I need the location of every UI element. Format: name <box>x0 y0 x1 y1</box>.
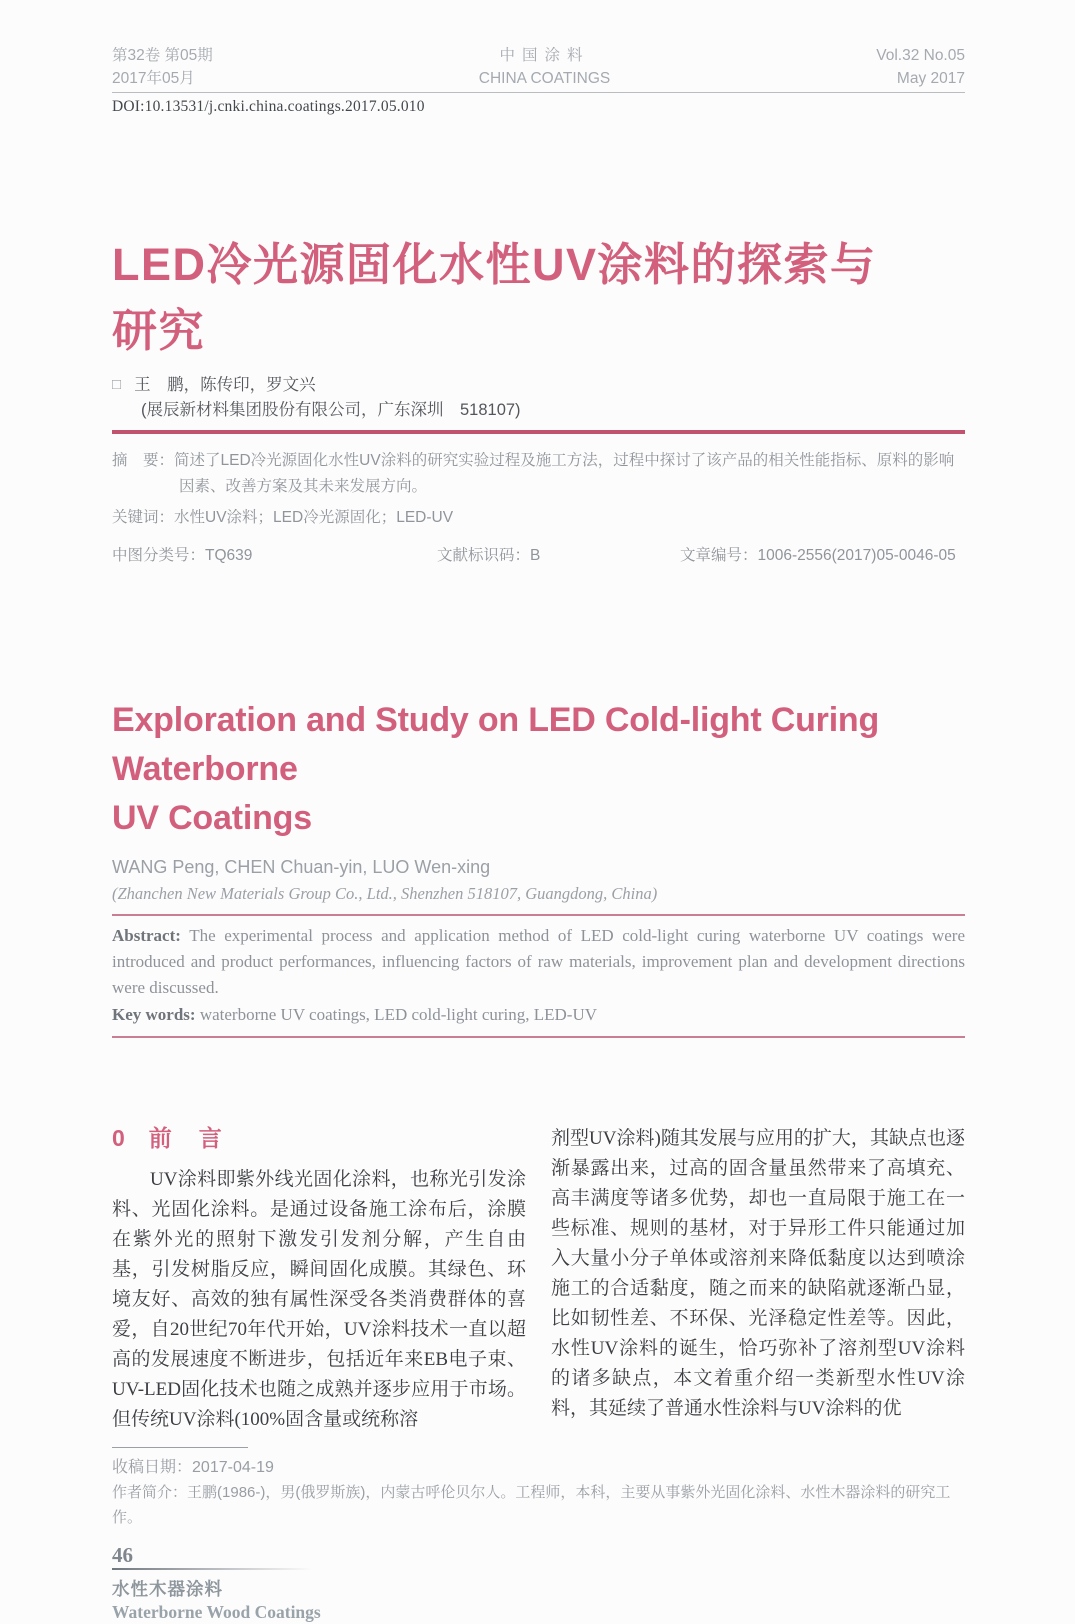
keywords-cn-text: 水性UV涂料；LED冷光源固化；LED-UV <box>174 509 454 526</box>
abstract-cn-text: 简述了LED冷光源固化水性UV涂料的研究实验过程及施工方法，过程中探讨了该产品的相关性能指标、原料的影响因素、改善方案及其未来发展方向。 <box>174 452 955 495</box>
journal-name <box>479 44 610 90</box>
received-date-label: 收稿日期： <box>112 1459 193 1476</box>
article-title-cn-line1: LED冷光源固化水性UV涂料的探索与 <box>112 239 877 290</box>
abstract-en-text: The experimental process and application method of LED cold-light curing waterborne UV coatings were introduced and product performances, influencing factors of raw materials, improvement plan and development directions were discussed. <box>112 926 965 997</box>
section-heading <box>112 1124 526 1152</box>
author-bio-value: 王鹏(1986-)，男(俄罗斯族)，内蒙古呼伦贝尔人。工程师，本科，主要从事紫外光固化涂料、水性木器涂料的研究工作。 <box>112 1484 951 1526</box>
article-title-cn-line2: 研究 <box>112 305 206 356</box>
article-id: 文章编号：1006-2556(2017)05-0046-05 <box>680 547 956 564</box>
doi-line: DOI:10.13531/j.cnki.china.coatings.2017.05.010 <box>112 98 425 115</box>
volume-issue: 第32卷 第05期 <box>112 47 213 64</box>
article-title-en <box>112 696 965 843</box>
journal-name-en: CHINA COATINGS <box>478 70 611 87</box>
article-title-en-line1: Exploration and Study on LED Cold-light Curing Waterborne <box>112 701 880 788</box>
author-bio-label: 作者简介： <box>112 1484 188 1501</box>
document-code: 文献标识码：B <box>437 547 541 564</box>
footer-rule <box>112 1568 312 1570</box>
journal-name-cn: 中国涂料 <box>499 47 590 64</box>
footnote-divider <box>112 1447 248 1448</box>
volume-issue-en: Vol.32 No.05 <box>876 47 965 64</box>
body-paragraph-left: UV涂料即紫外线光固化涂料，也称光引发涂料、光固化涂料。是通过设备施工涂布后，涂膜在紫外光的照射下激发引发剂分解，产生自由基，引发树脂反应，瞬间固化成膜。其绿色、环境友好、高效的独有属性深受各类消费群体的喜爱，自20世纪70年代开始，UV涂料技术一直以超高的发展速度不断进步，包括近年来EB电子束、UV-LED固化技术也随之成熟并逐步应用于市场。但传统UV涂料(100%固含量或统称溶 <box>112 1169 526 1430</box>
body-columns <box>112 1124 965 1435</box>
affiliation-en: (Zhanchen New Materials Group Co., Ltd., Shenzhen 518107, Guangdong, China) <box>112 884 658 903</box>
footnote-block <box>112 1447 965 1530</box>
classification-row <box>112 544 965 568</box>
article-title-cn <box>112 232 965 364</box>
section-title: 前 言 <box>148 1125 224 1151</box>
abstract-en <box>112 923 965 1001</box>
issue-date-en: May 2017 <box>896 70 965 87</box>
keywords-en <box>112 1002 965 1028</box>
footer-column-name-cn: 水性木器涂料 <box>112 1579 223 1599</box>
abstract-cn <box>112 448 965 500</box>
clc-number: 中图分类号：TQ639 <box>112 547 253 564</box>
journal-header <box>112 44 965 93</box>
section-number: 0 <box>112 1125 127 1151</box>
issue-date-cn: 2017年05月 <box>112 70 195 87</box>
page-number: 46 <box>112 1543 133 1567</box>
abstract-en-label: Abstract: <box>112 926 181 945</box>
abstract-cn-label: 摘 要： <box>112 452 175 469</box>
author-marker-icon: □ <box>112 376 122 393</box>
keywords-cn-label: 关键词： <box>112 509 175 526</box>
title-divider-rule <box>112 430 965 434</box>
received-date-value: 2017-04-19 <box>192 1459 274 1476</box>
footer-column-name-en: Waterborne Wood Coatings <box>112 1602 321 1622</box>
keywords-en-text: waterborne UV coatings, LED cold-light curing, LED-UV <box>199 1005 598 1024</box>
abstract-en-bottom-rule <box>112 1036 965 1038</box>
authors-cn: 王 鹏，陈传印，罗文兴 <box>134 376 316 394</box>
body-paragraph-right: 剂型UV涂料)随其发展与应用的扩大，其缺点也逐渐暴露出来，过高的固含量虽然带来了高填充、高丰满度等诸多优势，却也一直局限于施工在一些标准、规则的基材，对于异形工件只能通过加入大量小分子单体或溶剂来降低黏度以达到喷涂施工的合适黏度，随之而来的缺陷就逐渐凸显，比如韧性差、不环保、光泽稳定性差等。因此，水性UV涂料的诞生，恰巧弥补了溶剂型UV涂料的诸多缺点，本文着重介绍一类新型水性UV涂料，其延续了普通水性涂料与UV涂料的优 <box>551 1128 965 1419</box>
keywords-en-label: Key words: <box>112 1005 196 1024</box>
page-footer <box>112 1543 965 1624</box>
author-bio-line <box>112 1480 965 1530</box>
body-column-left <box>112 1124 526 1435</box>
header-volume-info <box>876 44 965 90</box>
byline-cn <box>112 374 965 396</box>
body-column-right <box>551 1124 965 1435</box>
keywords-cn <box>112 505 965 531</box>
header-issue-info <box>112 44 213 90</box>
article-title-en-line2: UV Coatings <box>112 799 312 837</box>
affiliation-cn: (展辰新材料集团股份有限公司，广东深圳 518107) <box>141 401 521 419</box>
authors-en: WANG Peng, CHEN Chuan-yin, LUO Wen-xing <box>112 857 491 877</box>
abstract-en-top-rule <box>112 914 965 916</box>
